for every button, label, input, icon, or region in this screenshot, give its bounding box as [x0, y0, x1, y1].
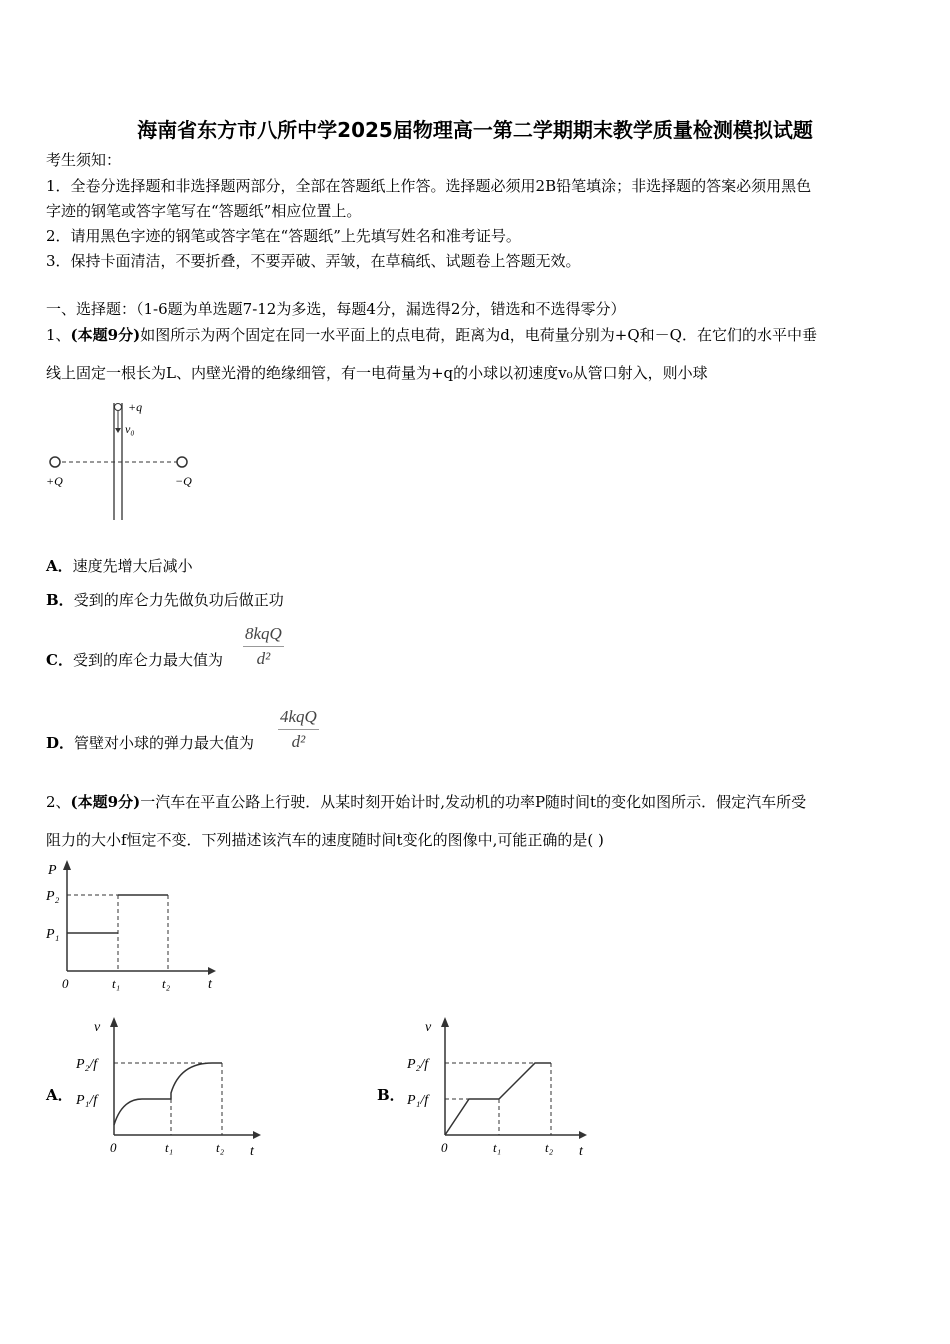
denominator: d²	[256, 649, 271, 668]
notice-item-1: 1．全卷分选择题和非选择题两部分，全部在答题纸上作答。选择题必须用2B铅笔填涂；非选择题的答案必须用黑色	[46, 177, 812, 195]
label-P2: P₂	[46, 889, 60, 904]
q1-option-b[interactable]	[46, 590, 284, 610]
q2-option-b-graph[interactable]	[403, 1015, 603, 1165]
label-t1: t₁	[493, 1140, 502, 1155]
q1-text: 如图所示为两个固定在同一水平面上的点电荷，距离为d，电荷量分别为+Q和－Q．在它们的水平中垂	[140, 326, 817, 344]
label-t1: t₁	[165, 1140, 174, 1155]
q1-option-a[interactable]	[46, 556, 193, 576]
axis-label-t: t	[250, 1144, 254, 1159]
origin-label: 0	[62, 976, 69, 991]
q2-text: 一汽车在平直公路上行驶．从某时刻开始计时,发动机的功率P随时间t的变化如图所示．假定汽车所受	[140, 793, 807, 811]
option-key: C．	[46, 651, 73, 669]
option-key: B．	[46, 591, 74, 609]
option-key: D．	[46, 734, 75, 752]
q-label: +q	[128, 400, 143, 414]
origin-label: 0	[441, 1140, 448, 1155]
notice-heading: 考生须知：	[46, 151, 122, 169]
q1-line2: 线上固定一根长为L、内壁光滑的绝缘细管，有一电荷量为+q的小球以初速度v₀从管口射入，则小球	[46, 364, 708, 382]
q2-option-a-key[interactable]: A．	[46, 1086, 73, 1104]
q1-line1	[46, 325, 817, 345]
q1-number: 1、	[46, 326, 71, 344]
q1-figure	[40, 395, 210, 530]
label-P1: P₁	[46, 927, 60, 942]
page-title: 海南省东方市八所中学2025届物理高一第二学期期末教学质量检测模拟试题	[137, 118, 813, 142]
option-text: 受到的库仑力先做负功后做正功	[73, 591, 284, 609]
origin-label: 0	[110, 1140, 117, 1155]
q2-option-a-graph[interactable]	[72, 1015, 272, 1165]
v0-label: v₀	[125, 422, 135, 436]
label-t2: t₂	[162, 976, 171, 991]
notice-item-3: 3．保持卡面清洁，不要折叠，不要弄破、弄皱，在草稿纸、试题卷上答题无效。	[46, 252, 581, 270]
q1-score: (本题9分)	[70, 326, 141, 344]
power-time-graph	[40, 858, 230, 998]
option-text: 速度先增大后减小	[72, 557, 193, 575]
q1-option-d-fraction	[278, 707, 319, 752]
axis-label-v: v	[425, 1020, 432, 1035]
axis-label-P: P	[48, 863, 57, 878]
q2-score: (本题9分)	[70, 793, 141, 811]
q1-option-c[interactable]	[46, 650, 223, 670]
plus-Q-label: +Q	[46, 474, 63, 488]
q1-option-c-fraction	[243, 624, 284, 669]
label-t2: t₂	[545, 1140, 554, 1155]
q2-option-b-key[interactable]: B．	[377, 1086, 405, 1104]
label-P1f: P₁/f	[76, 1093, 98, 1108]
label-t2: t₂	[216, 1140, 225, 1155]
q2-line1	[46, 792, 806, 812]
minus-Q-label: −Q	[175, 474, 192, 488]
numerator: 8kqQ	[243, 624, 284, 647]
label-P1f: P₁/f	[407, 1093, 429, 1108]
axis-label-v: v	[94, 1020, 101, 1035]
label-t1: t₁	[112, 976, 121, 991]
label-P2f: P₂/f	[76, 1057, 98, 1072]
q2-line2: 阻力的大小f恒定不变．下列描述该汽车的速度随时间t变化的图像中,可能正确的是( )	[46, 831, 604, 849]
option-key: A．	[46, 557, 73, 575]
q1-option-d[interactable]	[46, 733, 254, 753]
section-heading: 一、选择题：（1-6题为单选题7-12为多选，每题4分，漏选得2分，错选和不选得零分）	[46, 300, 626, 318]
axis-label-t: t	[579, 1144, 583, 1159]
label-P2f: P₂/f	[407, 1057, 429, 1072]
option-text: 管壁对小球的弹力最大值为	[74, 734, 255, 752]
notice-item-2: 2．请用黑色字迹的钢笔或答字笔在“答题纸”上先填写姓名和准考证号。	[46, 227, 521, 245]
numerator: 4kqQ	[278, 707, 319, 730]
option-text: 受到的库仑力最大值为	[72, 651, 223, 669]
q2-number: 2、	[46, 793, 71, 811]
denominator: d²	[291, 732, 306, 751]
axis-label-t: t	[208, 977, 212, 992]
notice-item-1-cont: 字迹的钢笔或答字笔写在“答题纸”相应位置上。	[46, 202, 362, 220]
